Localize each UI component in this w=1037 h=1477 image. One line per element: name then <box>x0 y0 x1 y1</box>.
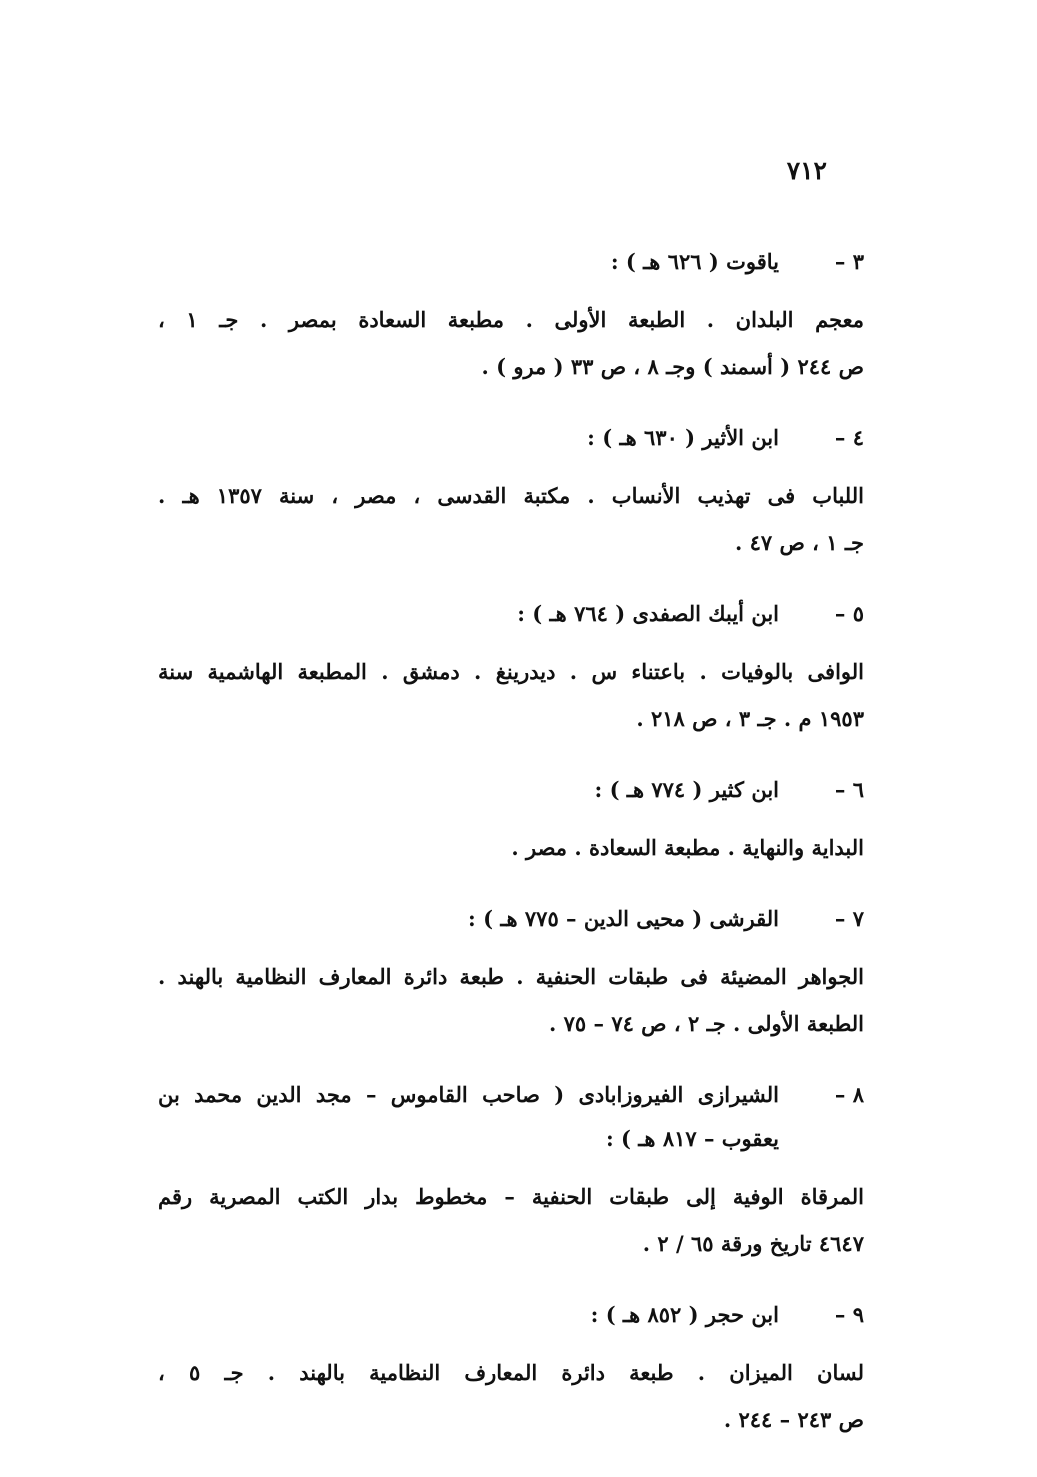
work-line: ١٩٥٣ م . جـ ٣ ، ص ٢١٨ . <box>636 706 864 731</box>
work-line: البداية والنهاية . مطبعة السعادة . مصر . <box>511 835 864 860</box>
author-line: ابن الأثير ( ٦٣٠ هـ ) : <box>587 425 779 450</box>
author-line: الشيرازى الفيروزابادى ( صاحب القاموس – مجد الدين محمد بن يعقوب – ٨١٧ هـ ) : <box>158 1082 779 1151</box>
author-line: ابن كثير ( ٧٧٤ هـ ) : <box>594 777 779 802</box>
entry-number: ٥ – <box>834 601 864 626</box>
entry-number: ٩ – <box>834 1302 864 1327</box>
work-description <box>158 953 864 1047</box>
reference-entry <box>158 1073 864 1267</box>
author-line: ياقوت ( ٦٢٦ هـ ) : <box>610 249 779 274</box>
work-description <box>158 472 864 566</box>
work-line: الطبعة الأولى . جـ ٢ ، ص ٧٤ – ٧٥ . <box>549 1011 864 1036</box>
entry-heading <box>158 1293 864 1337</box>
page-number: ٧١٢ <box>786 156 827 185</box>
entry-number: ٦ – <box>834 777 864 802</box>
work-line: لسان الميزان . طبعة دائرة المعارف النظامية بالهند . جـ ٥ ، <box>158 1360 864 1385</box>
reference-entry <box>158 240 864 390</box>
work-line: المرقاة الوفية إلى طبقات الحنفية – مخطوط بدار الكتب المصرية رقم <box>158 1184 864 1209</box>
work-line: الوافى بالوفيات . باعتناء س . ديدرينغ . دمشق . المطبعة الهاشمية سنة <box>158 659 864 684</box>
reference-entry <box>158 768 864 871</box>
author-line: ابن حجر ( ٨٥٢ هـ ) : <box>590 1302 779 1327</box>
entry-heading <box>158 1073 864 1161</box>
work-line: معجم البلدان . الطبعة الأولى . مطبعة السعادة بمصر . جـ ١ ، <box>158 307 864 332</box>
reference-entry <box>158 592 864 742</box>
reference-list <box>158 240 864 1469</box>
work-line: الجواهر المضيئة فى طبقات الحنفية . طبعة دائرة المعارف النظامية بالهند . <box>158 964 864 989</box>
work-description <box>158 648 864 742</box>
work-description <box>158 296 864 390</box>
work-line: جـ ١ ، ص ٤٧ . <box>734 530 864 555</box>
entry-number: ٧ – <box>834 906 864 931</box>
entry-heading <box>158 240 864 284</box>
author-line: القرشى ( محيى الدين – ٧٧٥ هـ ) : <box>468 906 779 931</box>
work-description <box>158 1349 864 1443</box>
work-line: ٤٦٤٧ تاريخ ورقة ٦٥ / ٢ . <box>642 1231 864 1256</box>
work-description <box>158 1173 864 1267</box>
reference-entry <box>158 1293 864 1443</box>
entry-heading <box>158 768 864 812</box>
reference-entry <box>158 416 864 566</box>
entry-number: ٨ – <box>834 1082 864 1107</box>
work-line: اللباب فى تهذيب الأنساب . مكتبة القدسى ، مصر ، سنة ١٣٥٧ هـ . <box>158 483 864 508</box>
author-line: ابن أيبك الصفدى ( ٧٦٤ هـ ) : <box>517 601 779 626</box>
entry-heading <box>158 592 864 636</box>
work-line: ص ٢٤٤ ( أسمند ) وجـ ٨ ، ص ٣٣ ( مرو ) . <box>481 354 864 379</box>
work-line: ص ٢٤٣ – ٢٤٤ . <box>723 1407 864 1432</box>
entry-heading <box>158 897 864 941</box>
reference-entry <box>158 897 864 1047</box>
entry-number: ٤ – <box>834 425 864 450</box>
entry-heading <box>158 416 864 460</box>
work-description <box>158 824 864 871</box>
entry-number: ٣ – <box>834 249 864 274</box>
